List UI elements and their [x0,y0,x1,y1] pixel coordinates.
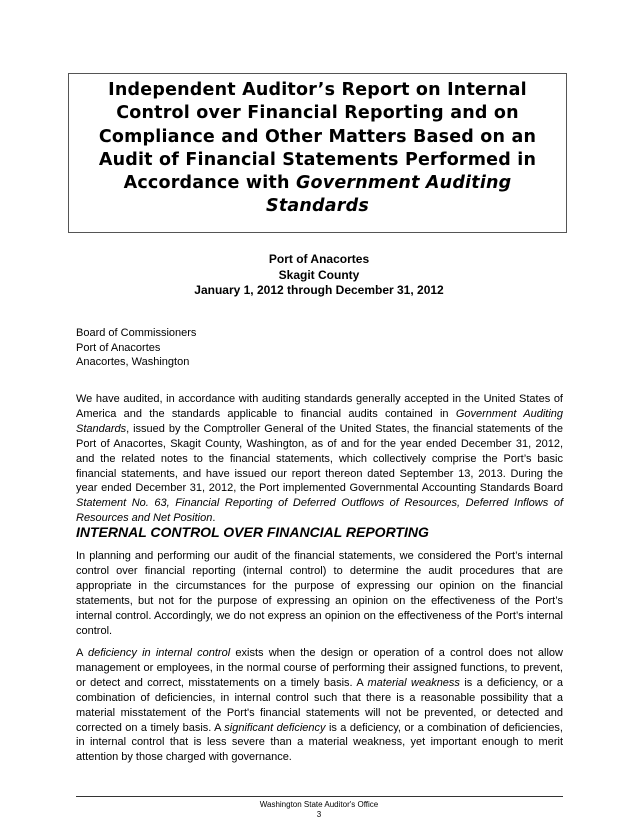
para1-text-3: . [212,512,216,525]
title-line-3: Compliance and Other Matters Based on an [98,126,537,147]
footer-page-number: 3 [316,810,322,819]
para1-italic-1: Government Auditing Standards [76,407,563,435]
internal-control-paragraph: In planning and performing our audit of the financial statements, we considered the Port’s internal control over financial reporting (internal control) to determine the audit procedures that are appropriate in the circumstances for the purpose of expressing our opinion on the financial statements, but not for the purpose of expressing an opinion on the effectiveness of the Port’s internal control. Accordingly, we do not express an opinion on the effectiveness of the Port’s internal control. [76,550,563,637]
title-line-4: Audit of Financial Statements Performed in [98,149,537,170]
para3-italic-3: significant deficiency [224,721,326,734]
opinion-paragraph [76,392,563,526]
para3-text-1: A [76,647,88,659]
footer-divider [76,796,563,797]
entity-block [0,252,638,299]
para3-italic-1: deficiency in internal control [87,647,231,659]
para1-text-1: We have audited, in accordance with auditing standards generally accepted in the United States of America and the standards applicable to financial audits contained in [76,393,563,420]
report-title-box [68,73,567,233]
addressee-block [76,326,196,370]
section-heading: INTERNAL CONTROL OVER FINANCIAL REPORTING [76,524,429,540]
title-line-5-prefix: Accordance with [123,173,296,194]
addressee-line-3: Anacortes, Washington [76,356,190,368]
title-line-5-italic: Government Auditing [295,173,512,194]
title-line-1: Independent Auditor’s Report on Internal [108,80,527,100]
entity-county: Skagit County [278,267,360,282]
para1-italic-2: Statement No. 63, Financial Reporting of Deferred Outflows of Resources, Deferred Inflows of Resources and Net Position [76,497,563,525]
para3-italic-2: material weakness [367,676,460,689]
addressee-line-2: Port of Anacortes [76,341,161,354]
title-line-6-italic: Standards [266,196,369,217]
title-line-2: Control over Financial Reporting and on [116,103,519,124]
entity-name: Port of Anacortes [268,252,370,266]
para3-text-2: exists when the design or operation of a control does not allow management or employees, in the normal course of performing their assigned functions, to prevent, or detect and correct, misstatements on a timely basis. A [76,647,563,689]
deficiency-paragraph [76,646,563,765]
para3-text-3: is a deficiency, or a combination of deficiencies, in internal control such that there is a reasonable possibility that a material misstatement of the Port's financial statements will not be prevented, or detected and corrected on a timely basis. A [76,676,563,734]
para3-text-4: is a deficiency, or a combination of deficiencies, in internal control that is less severe than a material weakness, yet important enough to merit attention by those charged with governance. [76,721,563,764]
report-title [69,74,566,219]
footer-office: Washington State Auditor's Office [259,800,379,809]
para1-text-2: , issued by the Comptroller General of the United States, the financial statements of the Port of Anacortes, Skagit County, Washington, as of and for the year ended December 31, 2012, and the related notes to the financial statements, which collectively comprise the Port’s basic financial statements, and have issued our report thereon dated September 13, 2013. During the year ended December 31, 2012, the Port implemented Governmental Accounting Standards Board [76,422,563,495]
addressee-line-1: Board of Commissioners [76,327,197,339]
audit-period: January 1, 2012 through December 31, 2012 [194,283,444,297]
